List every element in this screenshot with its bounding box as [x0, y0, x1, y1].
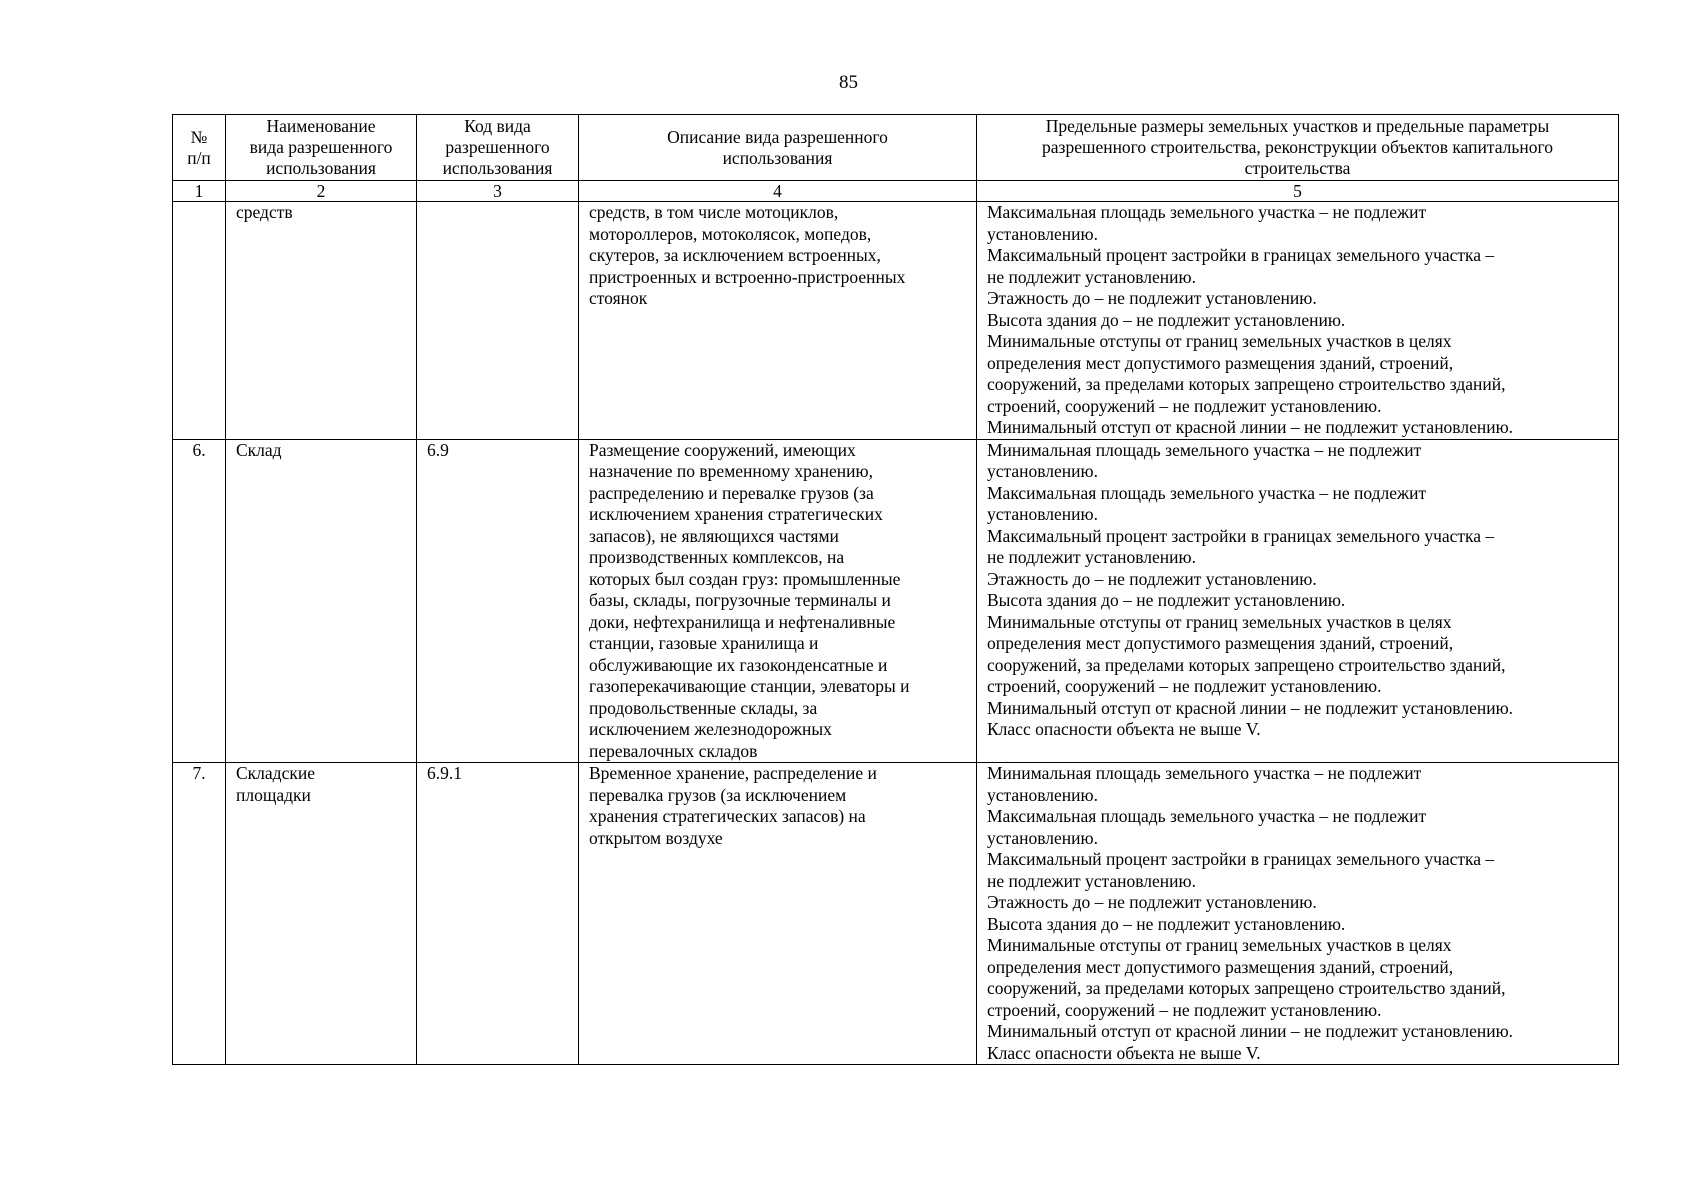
use-name: Склад — [226, 439, 417, 763]
use-code: 6.9 — [417, 439, 579, 763]
limit-parameters: Минимальная площадь земельного участка – не подлежит установлению. Максимальная площадь земельного участка – не подлежит установлению. Максимальный процент застройки в границах земельного участка – не подлежит установлению. Этажность до – не подлежит установлению. Высота здания до – не подлежит установлению. Минимальные отступы от границ земельных участков в целях определения мест допустимого размещения зданий, строений, сооружений, за пределами которых запрещено строительство зданий, строений, сооружений – не подлежит установлению. Минимальный отступ от красной линии – не подлежит установлению. Класс опасности объекта не выше V. — [977, 439, 1619, 763]
header-use-name: Наименование вида разрешенного использования — [226, 115, 417, 181]
column-number: 2 — [226, 181, 417, 202]
use-description: средств, в том числе мотоциклов, мотороллеров, мотоколясок, мопедов, скутеров, за исключением встроенных, пристроенных и встроенно-пристроенных стоянок — [579, 202, 977, 440]
use-name: средств — [226, 202, 417, 440]
row-number: 6. — [173, 439, 226, 763]
table-row — [173, 202, 1619, 440]
use-name: Складские площадки — [226, 763, 417, 1065]
use-code — [417, 202, 579, 440]
use-description: Размещение сооружений, имеющих назначение по временному хранению, распределению и перевалке грузов (за исключением хранения стратегических запасов), не являющихся частями производственных комплексов, на которых был создан груз: промышленные базы, склады, погрузочные терминалы и доки, нефтехранилища и нефтеналивные станции, газовые хранилища и обслуживающие их газоконденсатные и газоперекачивающие станции, элеваторы и продовольственные склады, за исключением железнодорожных перевалочных складов — [579, 439, 977, 763]
header-limit-parameters: Предельные размеры земельных участков и предельные параметры разрешенного строительства, реконструкции объектов капитального строительства — [977, 115, 1619, 181]
land-use-table — [172, 114, 1619, 1065]
row-number — [173, 202, 226, 440]
column-number: 4 — [579, 181, 977, 202]
row-number: 7. — [173, 763, 226, 1065]
use-code: 6.9.1 — [417, 763, 579, 1065]
limit-parameters: Максимальная площадь земельного участка – не подлежит установлению. Максимальный процент застройки в границах земельного участка – не подлежит установлению. Этажность до – не подлежит установлению. Высота здания до – не подлежит установлению. Минимальные отступы от границ земельных участков в целях определения мест допустимого размещения зданий, строений, сооружений, за пределами которых запрещено строительство зданий, строений, сооружений – не подлежит установлению. Минимальный отступ от красной линии – не подлежит установлению. — [977, 202, 1619, 440]
table-row — [173, 439, 1619, 763]
header-number: № п/п — [173, 115, 226, 181]
column-number: 3 — [417, 181, 579, 202]
header-use-code: Код вида разрешенного использования — [417, 115, 579, 181]
use-description: Временное хранение, распределение и перевалка грузов (за исключением хранения стратегических запасов) на открытом воздухе — [579, 763, 977, 1065]
header-use-description: Описание вида разрешенного использования — [579, 115, 977, 181]
column-numbers-row — [173, 181, 1619, 202]
page-number: 85 — [839, 72, 858, 93]
column-number: 1 — [173, 181, 226, 202]
column-number: 5 — [977, 181, 1619, 202]
table-header-row — [173, 115, 1619, 181]
limit-parameters: Минимальная площадь земельного участка – не подлежит установлению. Максимальная площадь земельного участка – не подлежит установлению. Максимальный процент застройки в границах земельного участка – не подлежит установлению. Этажность до – не подлежит установлению. Высота здания до – не подлежит установлению. Минимальные отступы от границ земельных участков в целях определения мест допустимого размещения зданий, строений, сооружений, за пределами которых запрещено строительство зданий, строений, сооружений – не подлежит установлению. Минимальный отступ от красной линии – не подлежит установлению. Класс опасности объекта не выше V. — [977, 763, 1619, 1065]
table-row — [173, 763, 1619, 1065]
